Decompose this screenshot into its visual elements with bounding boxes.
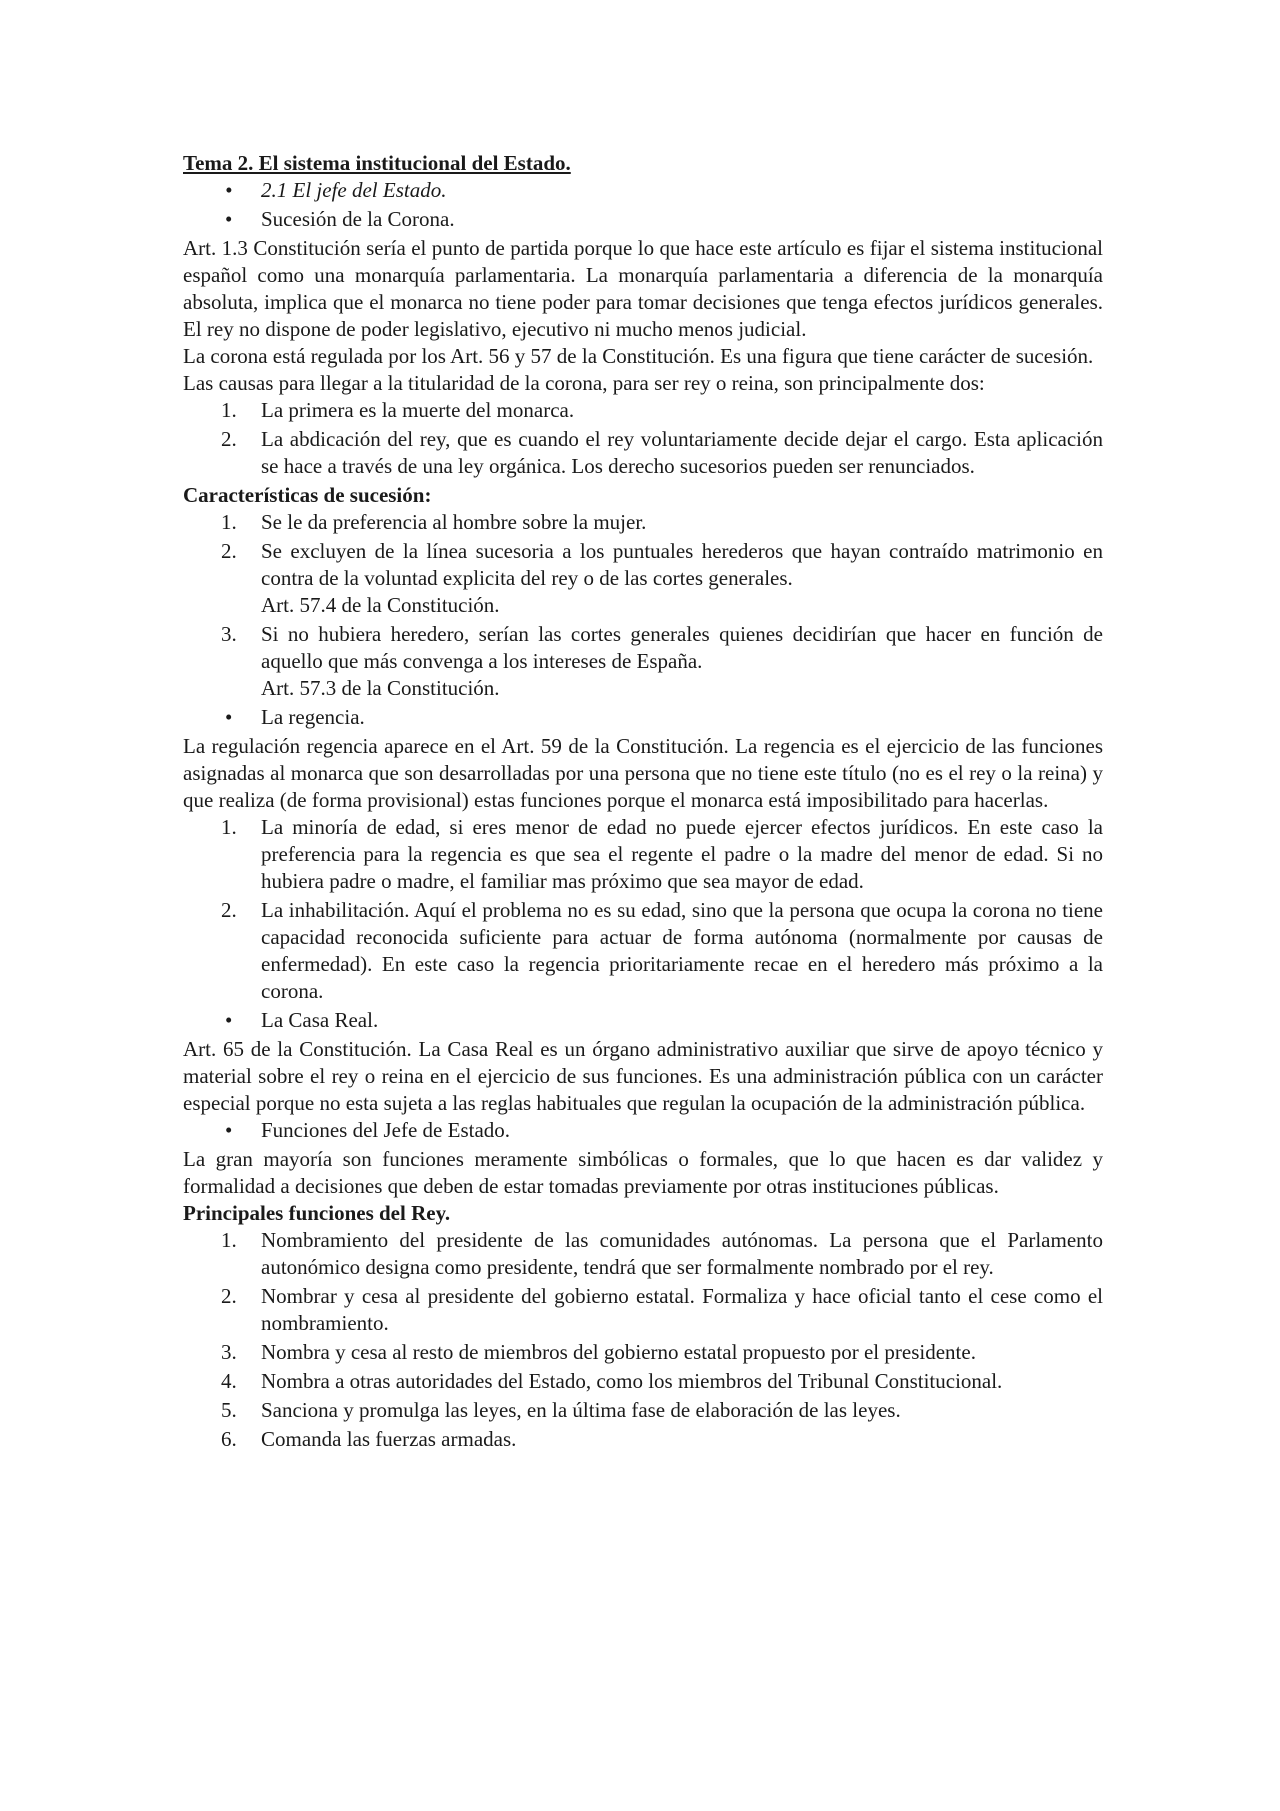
list-item <box>183 1283 1103 1337</box>
paragraph-art-1-3: Art. 1.3 Constitución sería el punto de partida porque lo que hace este artículo es fijar el sistema institucional español como una monarquía parlamentaria. La monarquía parlamentaria a diferencia de la monarquía absoluta, implica que el monarca no tiene poder para tomar decisiones que tenga efectos jurídicos generales. El rey no dispone de poder legislativo, ejecutivo ni mucho menos judicial. <box>183 236 1103 341</box>
article-reference: Art. 57.3 de la Constitución. <box>261 676 500 700</box>
list-item-text: Nombra y cesa al resto de miembros del gobierno estatal propuesto por el presidente. <box>261 1340 976 1364</box>
paragraph-regencia: La regulación regencia aparece en el Art. 59 de la Constitución. La regencia es el ejercicio de las funciones asignadas al monarca que son desarrolladas por una persona que no tiene este título (no es el rey o la reina) y que realiza (de forma provisional) estas funciones porque el monarca está imposibilitado para hacerlas. <box>183 734 1103 812</box>
list-item-text: La abdicación del rey, que es cuando el rey voluntariamente decide dejar el cargo. Esta aplicación se hace a través de una ley orgánica. Los derecho sucesorios pueden ser renunciados. <box>261 427 1103 478</box>
list-item-text: Sanciona y promulga las leyes, en la última fase de elaboración de las leyes. <box>261 1398 901 1422</box>
bullet-funciones-jefe-estado: • Funciones del Jefe de Estado. <box>183 1117 1103 1144</box>
list-item-text: La minoría de edad, si eres menor de edad no puede ejercer efectos jurídicos. En este caso la preferencia para la regencia es que sea el regente el padre o la madre del menor de edad. Si no hubiera padre o madre, el familiar mas próximo que sea mayor de edad. <box>261 815 1103 893</box>
list-item <box>183 1227 1103 1281</box>
bullet-sucesion-corona: • Sucesión de la Corona. <box>183 206 1103 233</box>
list-item-text: Se excluyen de la línea sucesoria a los puntuales herederos que hayan contraído matrimonio en contra de la voluntad explicita del rey o de las cortes generales. <box>261 539 1103 590</box>
list-number: 2. <box>221 898 237 922</box>
document-page <box>183 150 1103 1455</box>
section-bullet-regencia <box>183 704 1103 731</box>
list-number: 2. <box>221 539 237 563</box>
paragraph-casa-real: Art. 65 de la Constitución. La Casa Real es un órgano administrativo auxiliar que sirve de apoyo técnico y material sobre el rey o reina en el ejercicio de sus funciones. Es una administración pública con un carácter especial porque no esta sujeta a las reglas habituales que regulan la ocupación de la administración pública. <box>183 1037 1103 1115</box>
regency-list <box>183 814 1103 1005</box>
list-item <box>183 538 1103 619</box>
list-item-text: Nombrar y cesa al presidente del gobierno estatal. Formaliza y hace oficial tanto el cese como el nombramiento. <box>261 1284 1103 1335</box>
list-number: 1. <box>221 398 237 422</box>
list-number: 2. <box>221 427 237 451</box>
succession-list <box>183 509 1103 702</box>
list-number: 5. <box>221 1398 237 1422</box>
list-item <box>183 1368 1103 1395</box>
bullet-casa-real: • La Casa Real. <box>183 1007 1103 1034</box>
list-number: 1. <box>221 1228 237 1252</box>
section-bullet-casa-real <box>183 1007 1103 1034</box>
list-item-text: Comanda las fuerzas armadas. <box>261 1427 517 1451</box>
causes-list <box>183 397 1103 480</box>
paragraph-causas: Las causas para llegar a la titularidad de la corona, para ser rey o reina, son principalmente dos: <box>183 371 985 395</box>
list-item <box>183 814 1103 895</box>
list-item-text: Nombra a otras autoridades del Estado, como los miembros del Tribunal Constitucional. <box>261 1369 1003 1393</box>
paragraph-corona-regulada: La corona está regulada por los Art. 56 y 57 de la Constitución. Es una figura que tiene carácter de sucesión. <box>183 344 1094 368</box>
heading-functions: Principales funciones del Rey. <box>183 1201 451 1225</box>
paragraph-funciones: La gran mayoría son funciones meramente simbólicas o formales, que lo que hacen es dar validez y formalidad a decisiones que deben de estar tomadas previamente por otras instituciones públicas. <box>183 1147 1103 1198</box>
list-number: 3. <box>221 622 237 646</box>
list-item-text: Nombramiento del presidente de las comunidades autónomas. La persona que el Parlamento autonómico designa como presidente, tendrá que ser formalmente nombrado por el rey. <box>261 1228 1103 1279</box>
list-item <box>183 509 1103 536</box>
bullet-regencia: • La regencia. <box>183 704 1103 731</box>
list-item <box>183 426 1103 480</box>
bullet-jefe-estado: • 2.1 El jefe del Estado. <box>183 177 1103 204</box>
section-bullets-top <box>183 177 1103 233</box>
list-item <box>183 397 1103 424</box>
list-item-text: La inhabilitación. Aquí el problema no es su edad, sino que la persona que ocupa la corona no tiene capacidad reconocida suficiente para actuar de forma autónoma (normalmente por causas de enfermedad). En este caso la regencia prioritariamente recae en el heredero más próximo a la corona. <box>261 898 1103 1003</box>
list-item <box>183 1339 1103 1366</box>
list-item-text: La primera es la muerte del monarca. <box>261 398 575 422</box>
functions-list <box>183 1227 1103 1453</box>
list-number: 4. <box>221 1369 237 1393</box>
document-title: Tema 2. El sistema institucional del Estado. <box>183 151 571 175</box>
list-item-text: Si no hubiera heredero, serían las cortes generales quienes decidirían que hacer en función de aquello que más convenga a los intereses de España. <box>261 622 1103 673</box>
list-item <box>183 621 1103 702</box>
list-number: 3. <box>221 1340 237 1364</box>
list-number: 2. <box>221 1284 237 1308</box>
list-number: 6. <box>221 1427 237 1451</box>
article-reference: Art. 57.4 de la Constitución. <box>261 593 500 617</box>
list-item <box>183 897 1103 1005</box>
list-item-text: Se le da preferencia al hombre sobre la mujer. <box>261 510 647 534</box>
section-bullet-funciones <box>183 1117 1103 1144</box>
list-number: 1. <box>221 510 237 534</box>
list-item <box>183 1426 1103 1453</box>
list-item <box>183 1397 1103 1424</box>
heading-succession: Características de sucesión: <box>183 483 432 507</box>
list-number: 1. <box>221 815 237 839</box>
